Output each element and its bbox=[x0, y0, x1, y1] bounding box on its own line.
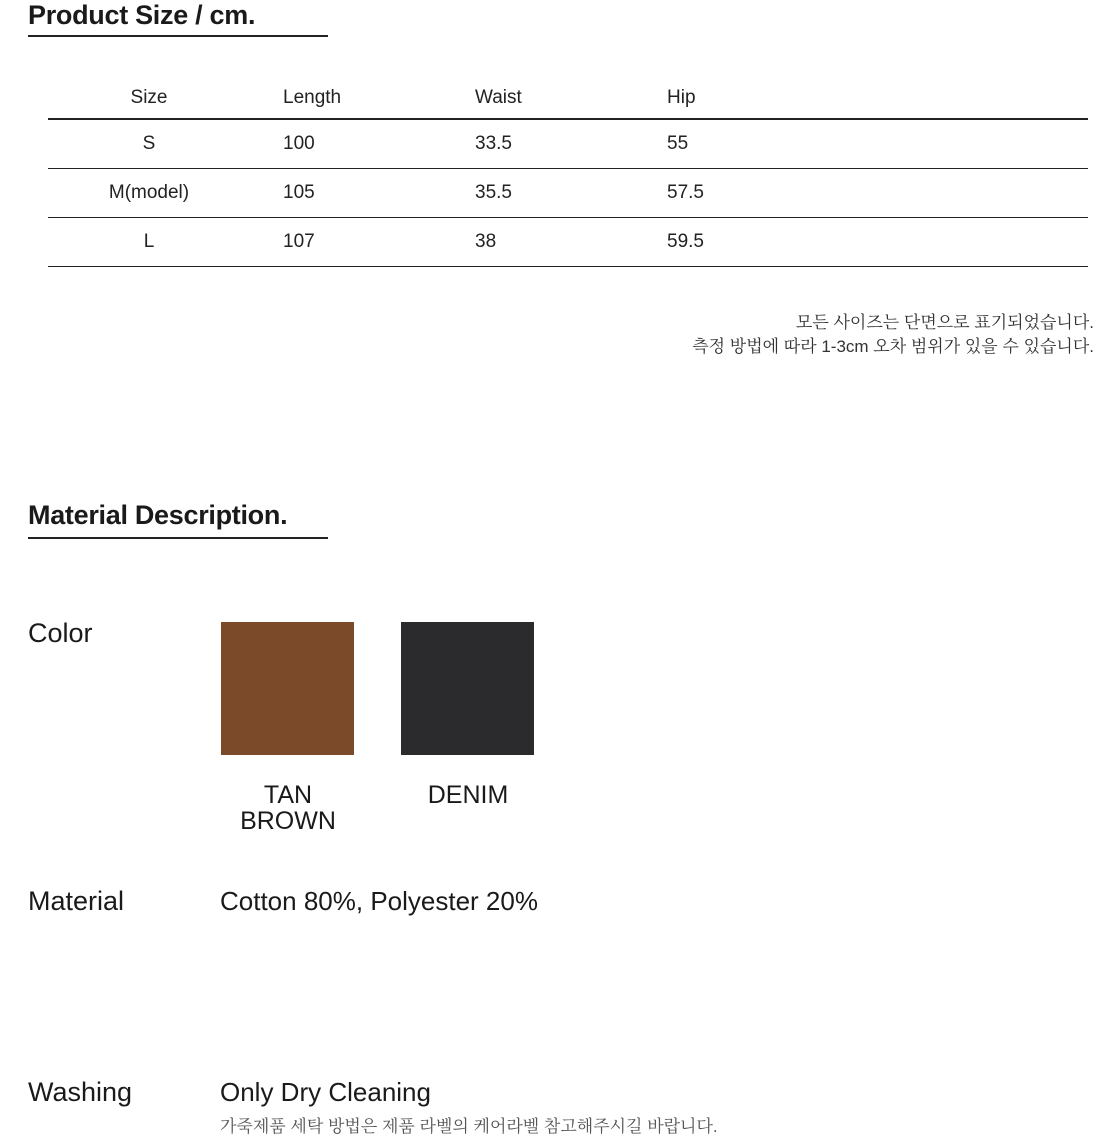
washing-value: Only Dry Cleaning bbox=[220, 1077, 431, 1107]
length-cell: 105 bbox=[250, 169, 463, 218]
size-header-hip: Hip bbox=[655, 78, 1088, 119]
material-value: Cotton 80%, Polyester 20% bbox=[220, 886, 538, 916]
table-row bbox=[48, 119, 1088, 169]
denim-label bbox=[368, 782, 568, 808]
size-cell: S bbox=[48, 119, 250, 169]
hip-cell: 57.5 bbox=[655, 169, 1088, 218]
size-note-line-1: 모든 사이즈는 단면으로 표기되었습니다. bbox=[795, 313, 1094, 332]
size-title-underline bbox=[28, 35, 328, 37]
material-label: Material bbox=[28, 886, 125, 916]
length-cell: 107 bbox=[250, 218, 463, 267]
washing-note: 가죽제품 세탁 방법은 제품 라벨의 케어라벨 참고해주시길 바랍니다. bbox=[220, 1117, 718, 1136]
waist-cell: 38 bbox=[463, 218, 655, 267]
size-section-title: Product Size / cm. bbox=[28, 0, 256, 30]
size-cell: M(model) bbox=[48, 169, 250, 218]
tan-brown-swatch bbox=[221, 622, 354, 755]
color-name-line-1: TAN bbox=[263, 781, 313, 809]
size-table bbox=[48, 78, 1088, 267]
waist-cell: 33.5 bbox=[463, 119, 655, 169]
color-name-line-1: DENIM bbox=[427, 781, 509, 809]
waist-cell: 35.5 bbox=[463, 169, 655, 218]
length-cell: 100 bbox=[250, 119, 463, 169]
hip-cell: 59.5 bbox=[655, 218, 1088, 267]
color-name-line-2: BROWN bbox=[240, 807, 336, 835]
size-cell: L bbox=[48, 218, 250, 267]
table-row bbox=[48, 218, 1088, 267]
size-note-line-2: 측정 방법에 따라 1-3cm 오차 범위가 있을 수 있습니다. bbox=[692, 337, 1094, 356]
table-row bbox=[48, 169, 1088, 218]
material-section-title: Material Description. bbox=[28, 500, 288, 530]
hip-cell: 55 bbox=[655, 119, 1088, 169]
tan-brown-label bbox=[188, 782, 388, 834]
size-table-header-row bbox=[48, 78, 1088, 119]
size-header-waist: Waist bbox=[463, 78, 655, 119]
color-label: Color bbox=[28, 618, 93, 648]
size-header-size: Size bbox=[48, 78, 250, 119]
material-title-underline bbox=[28, 537, 328, 539]
denim-swatch bbox=[401, 622, 534, 755]
size-header-length: Length bbox=[250, 78, 463, 119]
washing-label: Washing bbox=[28, 1077, 133, 1107]
